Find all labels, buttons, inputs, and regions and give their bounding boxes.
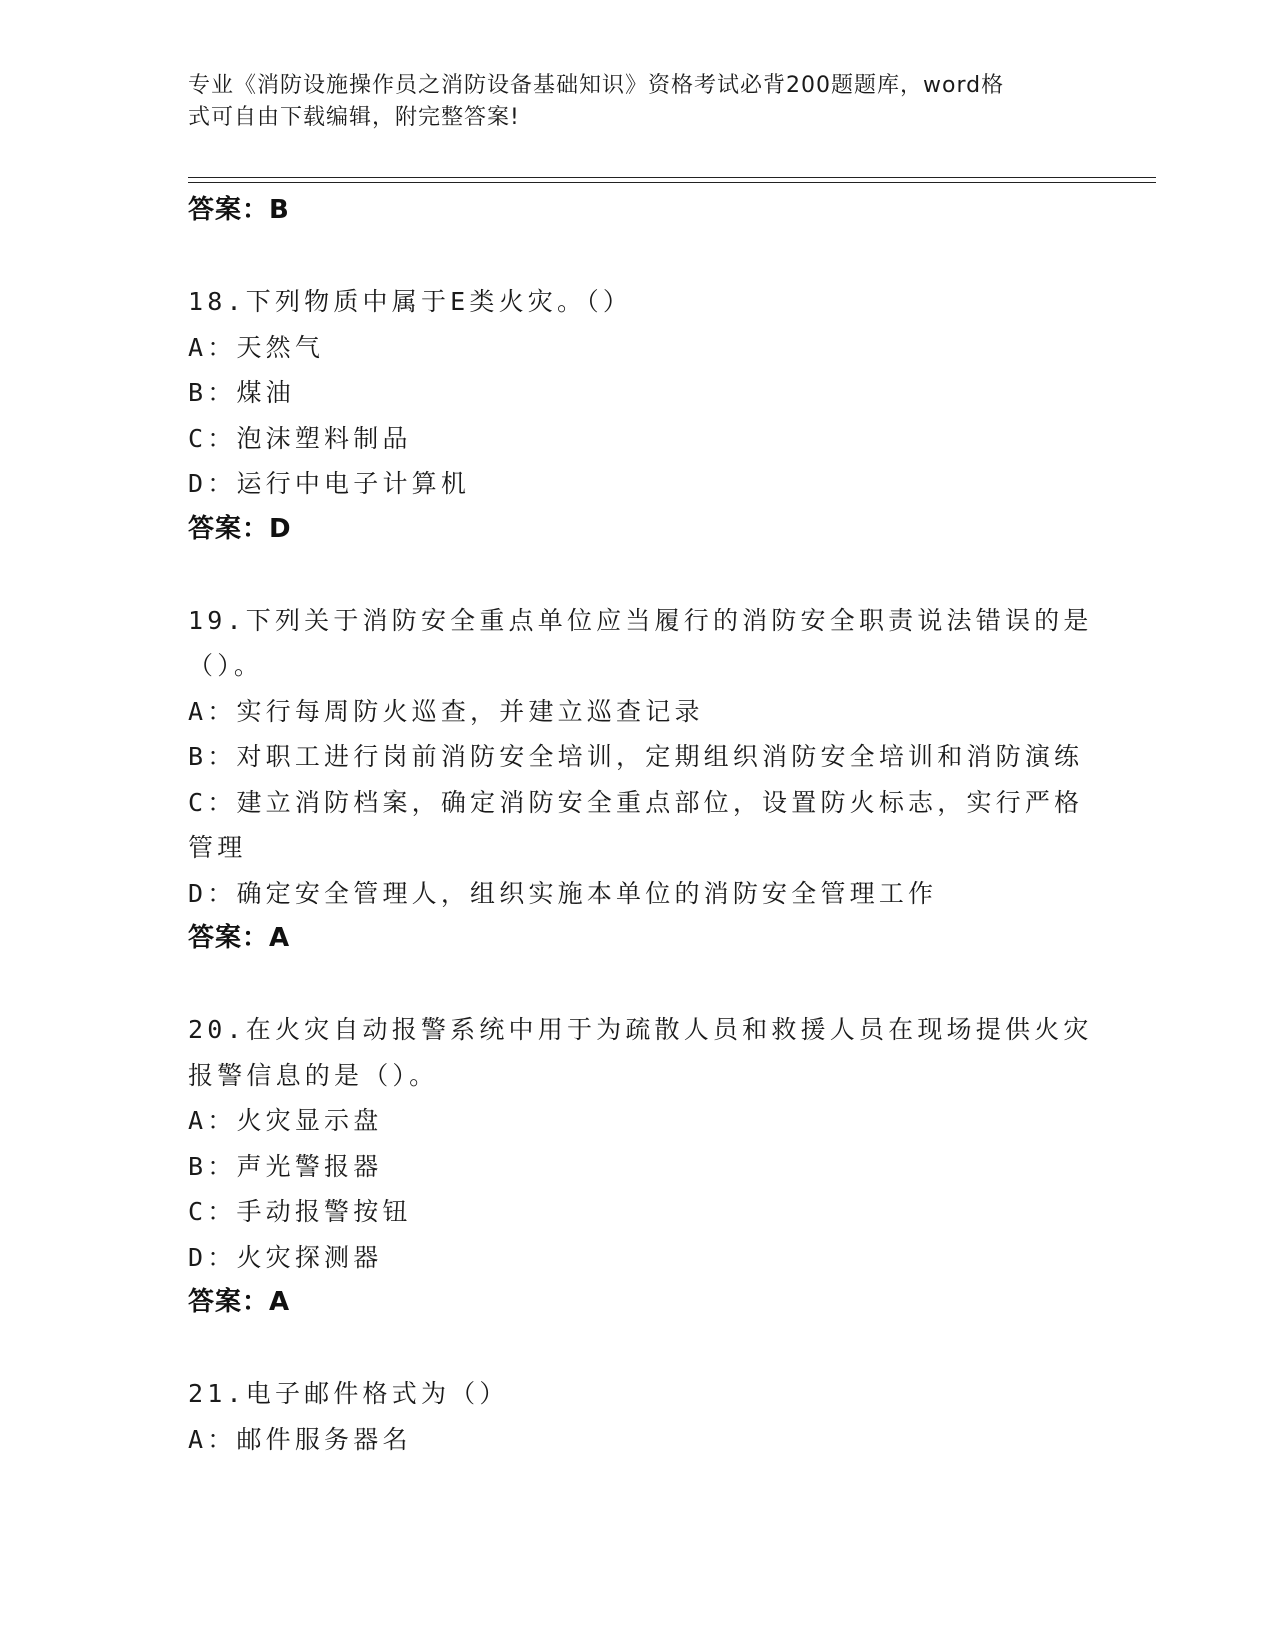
question-20: [188, 1007, 1093, 1326]
question-stem: 18.下列物质中属于E类火灾。（）: [188, 287, 633, 316]
option-d: D：火灾探测器: [188, 1242, 383, 1272]
option-a: A：火灾显示盘: [188, 1106, 383, 1135]
option-d: D：确定安全管理人，组织实施本单位的消防安全管理工作: [188, 878, 938, 908]
header-divider-bottom: [188, 182, 1156, 183]
option-c: C：建立消防档案，确定消防安全重点部位，设置防火标志，实行严格: [188, 787, 1084, 817]
option-b: B：对职工进行岗前消防安全培训，定期组织消防安全培训和消防演练: [188, 742, 1084, 771]
spacer: [188, 1326, 1088, 1372]
option-a: A：邮件服务器名: [188, 1424, 412, 1454]
spacer: [188, 552, 1088, 598]
option-d: D：运行中电子计算机: [188, 469, 471, 498]
answer: 答案：A: [188, 923, 291, 953]
option-c-continued: 管理: [188, 833, 247, 862]
question-18: [188, 279, 1088, 552]
answer: 答案：D: [188, 513, 292, 544]
previous-answer: 答案：B: [188, 195, 290, 225]
answer: 答案：A: [188, 1287, 291, 1317]
option-a: A：实行每周防火巡查，并建立巡查记录: [188, 696, 704, 726]
option-c: C：泡沫塑料制品: [188, 423, 412, 453]
question-stem-continued: （）。: [188, 651, 264, 680]
question-stem-continued: 报警信息的是（）。: [188, 1060, 439, 1090]
question-stem: 20.在火灾自动报警系统中用于为疏散人员和救援人员在现场提供火灾: [188, 1015, 1093, 1044]
question-stem: 21.电子邮件格式为（）: [188, 1379, 509, 1408]
question-list: [188, 188, 1093, 1462]
option-c: C：手动报警按钮: [188, 1197, 412, 1226]
option-b: B：煤油: [188, 378, 295, 407]
spacer: [188, 234, 1088, 280]
header-divider-top: [188, 177, 1156, 178]
document-header: [188, 70, 1088, 134]
question-21: [188, 1371, 1088, 1462]
question-stem: 19.下列关于消防安全重点单位应当履行的消防安全职责说法错误的是: [188, 605, 1093, 635]
header-line-2: 式可自由下载编辑，附完整答案!: [188, 105, 520, 130]
option-b: B：声光警报器: [188, 1151, 383, 1181]
spacer: [188, 962, 1088, 1008]
option-a: A：天然气: [188, 332, 325, 362]
question-19: [188, 598, 1093, 962]
header-line-1: 专业《消防设施操作员之消防设备基础知识》资格考试必背200题题库，word格: [188, 73, 1005, 98]
